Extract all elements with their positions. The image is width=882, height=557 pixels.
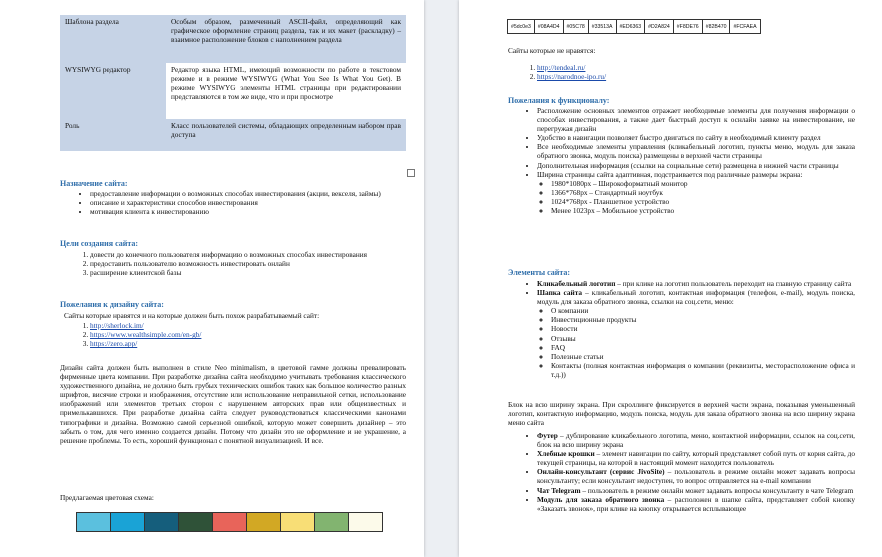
element-text: – дублирование кликабельного логотипа, меню, контактной информации, ссылок на соц.сети, блок на всю ширину экрана [537,431,855,450]
list-item [537,495,855,513]
hex-code-cell: #05C78 [563,20,588,34]
list-item [537,72,859,81]
glossary-row [60,63,406,119]
purpose-list [72,189,406,216]
element-label: Чат Telegram [537,485,581,495]
list-item: 2. предоставить пользователю возможность инвестировать онлайн [90,259,406,268]
goals-heading: Цели создания сайта: [60,239,139,248]
list-item: 1. довести до конечного пользователя информацию о возможных способах инвестирования [90,250,406,259]
glossary-definition: Класс пользователей системы, обладающих определенным набором прав доступа [166,119,406,151]
element-label: Футер [537,431,558,440]
element-text: – элемент навигации по сайту, который представляет собой путь от корня сайта, до текущей страницы, на которой в настоящий момент находится пользователь [537,449,855,468]
element-label: Хлебные крошки [537,449,595,459]
list-item: ◦ Менее 1023px – Мобильное устройство [551,206,855,215]
color-swatch [77,513,111,531]
list-item [537,486,855,495]
list-item: ◦ Новости [551,324,855,333]
design-intro: Сайты которые нравятся и на которые должен быть похож разрабатываемый сайт: [64,311,320,320]
color-swatch [145,513,179,531]
color-palette [76,512,383,532]
list-item: ◦ Отзывы [551,334,855,343]
element-label: Модуль для заказа обратного звонка [537,494,665,504]
glossary-definition: Особым образом, размеченный ASCII-файл, определяющий как графическое оформление страниц раздела, так и их макет (раскладку) – взаимное расположение блоков с наполнением раздела [166,15,406,63]
table-row [508,20,761,34]
site-link[interactable]: http://tendeal.ru/ [537,63,586,72]
document-page-right [459,0,882,557]
color-swatch [213,513,247,531]
liked-sites-list [72,321,402,348]
element-label: Шапка сайта [537,288,583,298]
palette-label: Предлагаемая цветовая схема: [60,493,154,502]
list-item: ◦ Инвестиционные продукты [551,315,855,324]
color-swatch [315,513,349,531]
list-item: ◦ FAQ [551,343,855,352]
list-item: 3. расширение клиентской базы [90,268,406,277]
color-swatch [281,513,315,531]
element-label: Кликабельный логотип [537,279,616,288]
list-item [90,330,402,339]
list-item: ◦ Полезные статьи [551,352,855,361]
list-item-text: Ширина страницы сайта адаптивная, подстраивается под различные размеры экрана: [537,169,803,179]
site-link[interactable]: https://zero.app/ [90,339,138,349]
hex-code-cell: #5dc0e3 [508,20,535,34]
glossary-definition: Редактор языка HTML, имеющий возможности по работе в текстовом режиме и в режиме WYSIWYG (What You See Is What You Get). В режиме WYSIWYG элементы HTML страницы при редактировании представляются в том же виде, что и при просмотре [166,63,406,119]
screen-sizes-list [537,179,855,215]
glossary-term: Шаблона раздела [60,15,166,63]
glossary-row [60,15,406,63]
list-item: • предоставление информации о возможных способах инвестирования (акции, векселя, займы) [90,189,406,198]
color-swatch [179,513,213,531]
list-item [537,170,855,215]
hex-code-cell: #F8DE76 [673,20,702,34]
list-item: ◦ Контакты (полная контактная информация о компании (реквизиты, месторасположение офиса и т.д.)) [551,361,855,379]
table-resize-handle[interactable] [407,169,415,177]
element-text: – кликабельный логотип, контактная информация (телефон, e-mail), модуль поиска, модуль для заказа обратного звонка, ссылки на соц.сети, меню: [537,288,855,307]
purpose-heading: Назначение сайта: [60,179,128,188]
list-item: ◦ 1024*768px - Планшетное устройство [551,197,855,206]
list-item [537,279,855,288]
glossary-term: Роль [60,119,166,151]
color-swatch [349,513,382,531]
glossary-term: WYSIWYG редактор [60,63,166,119]
list-item: ◦ 1366*768px – Стандартный ноутбук [551,188,855,197]
elements-heading: Элементы сайта: [508,268,571,277]
list-item: ◦ О компании [551,306,855,315]
hex-code-cell: #ED6363 [616,20,645,34]
style-paragraph: Дизайн сайта должен быть выполнен в стиле Neo minimalism, в цветовой гамме должны превалировать фирменные цвета компании. При разработке дизайна сайта необходимо учитывать требования классического художественного дизайна, не должно быть грубых технических ошибок таких как большое количество разных шрифтов, висячие строки и изображения, отсутствие или использование неправильной сетки, использование изображений или элементов третьих сторон с нарушением авторских прав или общеизвестных и примелькавшихся. При разработке дизайна сайта следует руководствоваться классическими канонами типографики и дизайна. Возможно самой серьезной ошибкой, которую может совершить дизайнер – это забыть о том, для чего именно создается дизайн. Потому что дизайн это не оформление и не украшение, а решение проблемы. То есть, хороший функционал с понятной визуализацией. И все. [60,363,406,445]
site-link[interactable]: http://sherlock.im/ [90,321,144,330]
disliked-sites-list [519,63,859,81]
functional-heading: Пожелания к функционалу: [508,96,610,105]
document-page-left [0,0,424,557]
list-item [537,288,855,379]
menu-list [537,306,855,379]
list-item: ◦ 1980*1080px – Широкоформатный монитор [551,179,855,188]
element-text: – при клике на логотип пользователь переходит на главную страницу сайта [615,279,852,288]
color-swatch [247,513,281,531]
site-link[interactable]: https://www.wealthsimple.com/en-gb/ [90,330,202,340]
disliked-intro: Сайты которые не нравятся: [508,46,596,55]
glossary-table [60,15,406,151]
list-item [537,63,859,72]
element-text: – расположен в шапке сайта, представляет собой кнопку «Заказать звонок», при клике на кнопку открывается всплывающее [537,494,855,513]
design-heading: Пожелания к дизайну сайта: [60,300,164,309]
header-note: Блок на всю ширину экрана. При скроллинге фиксируется в верхней части экрана, показывая уменьшенный логотип, контактную информацию, модуль поиска, модуль для заказа обратного звонка на всю ширину экрана меню сайта [508,400,855,428]
list-item: • Дополнительная информация (ссылки на социальные сети) размещена в нижней части страницы [537,161,855,170]
list-item: • Все необходимые элементы управления (кликабельный логотип, пункты меню, модуль для заказа обратного звонка, модуль поиска) размещены в верхней части страницы [537,142,855,160]
list-item [537,449,855,467]
hex-code-cell: #08A4D4 [534,20,563,34]
list-item [90,321,402,330]
glossary-row [60,119,406,151]
hex-code-cell: #33513A [588,20,616,34]
list-item [90,339,402,348]
color-swatch [111,513,145,531]
extra-elements-list [519,431,855,513]
element-text: – пользователь в режиме онлайн может задавать вопросы консультанту в чате Telegram [580,485,854,495]
hex-code-cell: #82B470 [702,20,730,34]
goals-list [72,250,406,277]
hex-code-table [507,19,761,34]
list-item [537,431,855,449]
list-item: • описание и характеристики способов инвестирования [90,198,406,207]
list-item: • Расположение основных элементов отражает необходимые элементы для получения информации о способах инвестирования, а также дает быстрый доступ к оснлайн заявке на инвестирование, не перегружая дизайн [537,106,855,133]
hex-code-cell: #D2A824 [645,20,674,34]
functional-list [519,106,855,215]
list-item: • мотивация клиента к инвестированию [90,207,406,216]
site-link[interactable]: https://narodnoe-ipo.ru/ [537,72,607,82]
element-text: – пользователь в режиме онлайн может задавать вопросы консультанту; если консультант недоступен, то вопрос отправляется на e-mail компании [537,467,855,486]
list-item [537,467,855,485]
list-item: • Удобство в навигации позволяет быстро двигаться по сайту в необходимый клиенту раздел [537,133,855,142]
elements-list [519,279,855,379]
element-label: Онлайн-консультант (сервис JivoSite) [537,467,665,477]
hex-code-cell: #FCFAEA [730,20,760,34]
